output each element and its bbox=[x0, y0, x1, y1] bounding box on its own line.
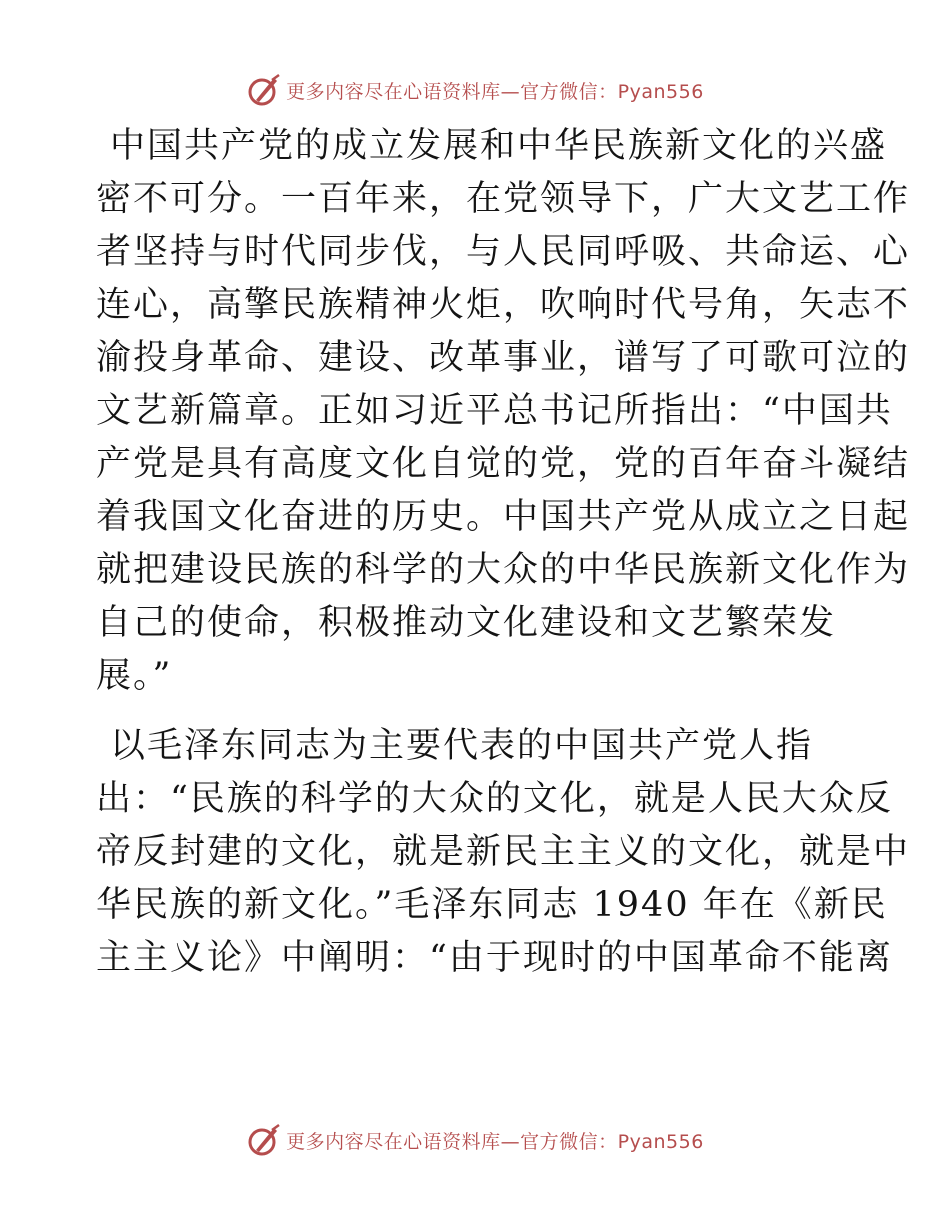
document-body bbox=[96, 120, 911, 985]
text-line: 着我国文化奋进的历史。中国共产党从成立之日起 bbox=[96, 497, 911, 537]
text-line: 华民族的新文化。”毛泽东同志 1940 年在《新民 bbox=[96, 885, 888, 925]
text-line: 出：“民族的科学的大众的文化，就是人民大众反 bbox=[96, 779, 893, 819]
text-line: 密不可分。一百年来，在党领导下，广大文艺工作 bbox=[96, 179, 911, 219]
quill-pen-seal-icon bbox=[246, 1122, 282, 1158]
paragraph-gap bbox=[96, 703, 856, 720]
quill-pen-seal-icon bbox=[246, 72, 282, 108]
header-watermark-text: 更多内容尽在心语资料库—官方微信：Pyan556 bbox=[286, 80, 704, 103]
text-line: 以毛泽东同志为主要代表的中国共产党人指 bbox=[110, 726, 814, 766]
text-line: 产党是具有高度文化自觉的党，党的百年奋斗凝结 bbox=[96, 444, 911, 484]
text-line: 帝反封建的文化，就是新民主主义的文化，就是中 bbox=[96, 832, 911, 872]
paragraph-1 bbox=[96, 120, 911, 703]
paragraph-2 bbox=[96, 720, 911, 985]
footer-watermark-banner bbox=[0, 1118, 950, 1162]
text-line: 者坚持与时代同步伐，与人民同呼吸、共命运、心 bbox=[96, 232, 911, 272]
text-line: 自己的使命，积极推动文化建设和文艺繁荣发 bbox=[96, 603, 837, 643]
header-watermark-banner bbox=[0, 68, 950, 112]
text-line: 就把建设民族的科学的大众的中华民族新文化作为 bbox=[96, 550, 911, 590]
text-line: 连心，高擎民族精神火炬，吹响时代号角，矢志不 bbox=[96, 285, 911, 325]
text-line: 文艺新篇章。正如习近平总书记所指出：“中国共 bbox=[96, 391, 893, 431]
footer-watermark-text: 更多内容尽在心语资料库—官方微信：Pyan556 bbox=[286, 1130, 704, 1153]
text-line: 主主义论》中阐明：“由于现时的中国革命不能离 bbox=[96, 938, 893, 978]
text-line: 展。” bbox=[96, 656, 173, 696]
text-line: 渝投身革命、建设、改革事业，谱写了可歌可泣的 bbox=[96, 338, 911, 378]
text-line: 中国共产党的成立发展和中华民族新文化的兴盛 bbox=[110, 126, 888, 166]
